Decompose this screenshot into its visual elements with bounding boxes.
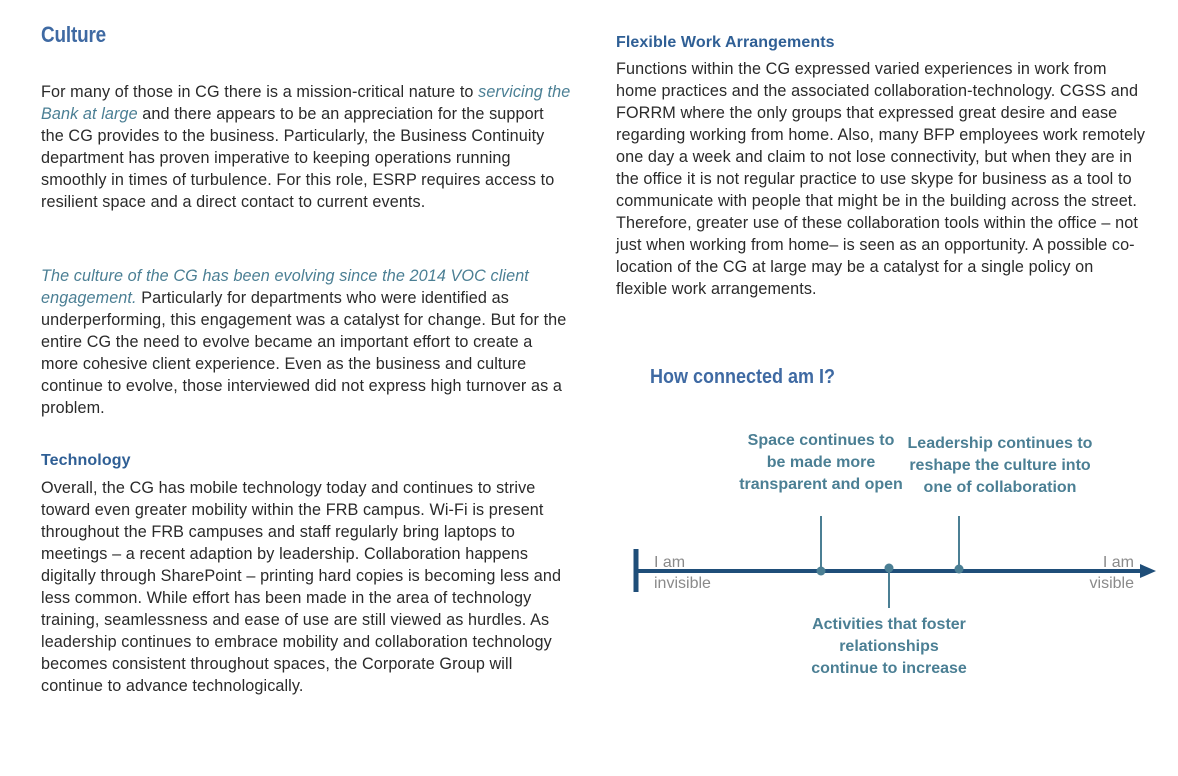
flexible-paragraph: Functions within the CG expressed varied experiences in work from home practices and the associated collaboration-technology. CGSS and FORRM where the only groups that expressed great desire and ease regarding working from home. Also, many BFP employees work remotely one day a week and claim to not lose connectivity, but when they are in the office it is not regular practice to use skype for business as a tool to communicate with people that might be in the building across the street. Therefore, greater use of these collaboration tools within the office – not just when working from home– is seen as an opportunity. A possible co-location of the CG at large may be a catalyst for a single policy on flexible work arrangements. — [616, 60, 1146, 298]
flexible-heading: Flexible Work Arrangements — [616, 34, 835, 51]
culture-p1-accent: servicing the Bank at large — [41, 83, 571, 123]
marker-2-label: Activities that foster relationships continue to increase — [811, 616, 967, 677]
axis-arrowhead — [1140, 564, 1156, 578]
culture-p2-accent: The culture of the CG has been evolving since the 2014 VOC client engagement. — [41, 267, 529, 307]
culture-p2-after: Particularly for departments who were identified as underperforming, this engagement was a catalyst for change. But for the entire CG the need to evolve became an important effort to create a more cohesive client experience. Even as the business and culture continue to evolve, those interviewed did not express high turnover as a problem. — [41, 289, 567, 417]
marker-2-dot — [885, 564, 894, 573]
culture-paragraph-1 — [41, 81, 571, 213]
culture-paragraph-2 — [41, 265, 571, 419]
culture-heading: Culture — [41, 22, 107, 47]
axis-left-label: I am invisible — [654, 554, 711, 592]
marker-3-label: Leadership continues to reshape the culture into one of collaboration — [907, 435, 1093, 496]
axis-right-label: I am visible — [1089, 554, 1134, 592]
technology-heading: Technology — [41, 452, 131, 469]
connected-heading: How connected am I? — [650, 366, 836, 388]
marker-3-dot — [955, 565, 964, 574]
technology-paragraph: Overall, the CG has mobile technology today and continues to strive toward even greater mobility within the FRB campus. Wi-Fi is present throughout the FRB campuses and staff regularly bring laptops to meetings – a recent adaption by leadership. Collaboration happens digitally through SharePoint – printing hard copies is becoming less and less common. While effort has been made in the area of technology training, seamlessness and ease of use are still viewed as hurdles. As leadership continues to embrace mobility and collaboration technology becomes consistent throughout spaces, the Corporate Group will continue to advance technologically. — [41, 479, 562, 695]
marker-1-dot — [817, 567, 826, 576]
culture-p1-after: and there appears to be an appreciation for the support the CG provides to the business. Particularly, the Business Continuity department has proven imperative to keeping operations running smoothly in times of turbulence. For this role, ESRP requires access to resilient space and a direct contact to current events. — [41, 105, 555, 211]
culture-p1-before: For many of those in CG there is a mission-critical nature to — [41, 83, 474, 101]
marker-1-label: Space continues to be made more transparent and open — [739, 432, 903, 493]
